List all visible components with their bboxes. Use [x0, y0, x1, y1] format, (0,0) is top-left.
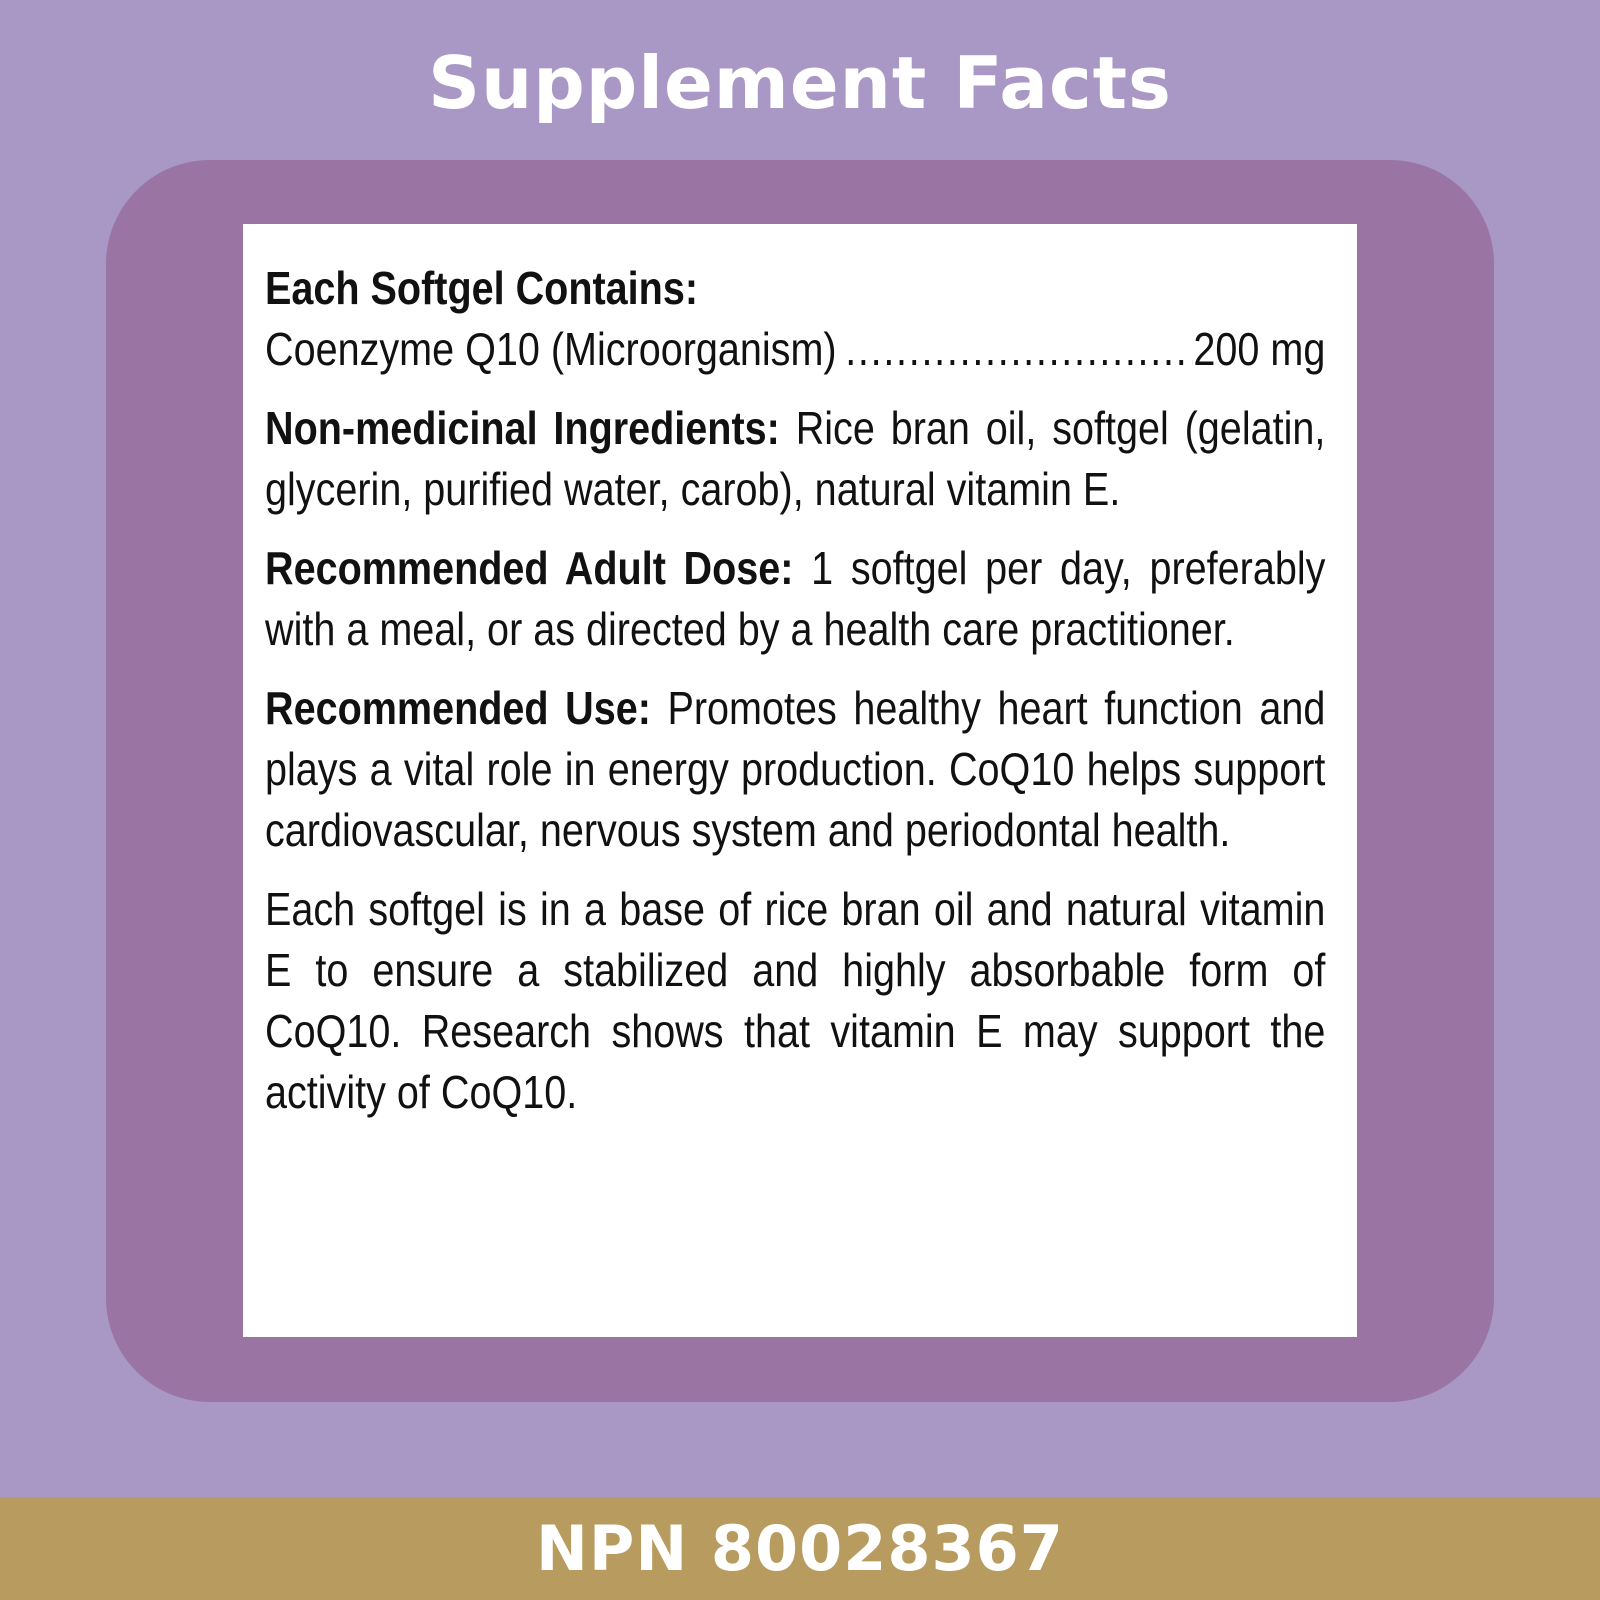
label-text-container: [265, 258, 1325, 1123]
use-text: Promotes healthy heart function and plays a vital role in energy production. CoQ10 helps support cardiovascular, nervous system and periodontal health.: [265, 682, 1326, 856]
npn-number: NPN 80028367: [536, 1512, 1064, 1585]
contains-heading: Each Softgel Contains:: [265, 262, 698, 314]
page-title: Supplement Facts: [428, 41, 1172, 125]
dose-heading: Recommended Adult Dose:: [265, 542, 794, 594]
non-medicinal-heading: Non-medicinal Ingredients:: [265, 402, 780, 454]
ingredient-row: [265, 319, 1325, 380]
ingredient-amount: 200 mg: [1193, 323, 1326, 375]
use-section: [265, 678, 1325, 861]
base-section: [265, 879, 1325, 1123]
dose-section: [265, 538, 1325, 660]
footer-bar: [0, 1497, 1600, 1600]
base-text: Each softgel is in a base of rice bran oil and natural vitamin E to ensure a stabilized and highly absorbable form of CoQ10. Research shows that vitamin E may support the activity of CoQ10.: [265, 883, 1326, 1118]
dose-text: 1 softgel per day, preferably with a meal, or as directed by a health care practitioner.: [265, 542, 1326, 655]
ingredient-name: Coenzyme Q10 (Microorganism): [265, 323, 837, 375]
use-heading: Recommended Use:: [265, 682, 651, 734]
leader-dots: [845, 319, 1191, 380]
supplement-facts-panel: [243, 224, 1357, 1337]
contains-section: [265, 258, 1325, 380]
non-medicinal-text: Rice bran oil, softgel (gelatin, glycerin, purified water, carob), natural vitamin E.: [265, 402, 1326, 515]
non-medicinal-section: [265, 398, 1325, 520]
